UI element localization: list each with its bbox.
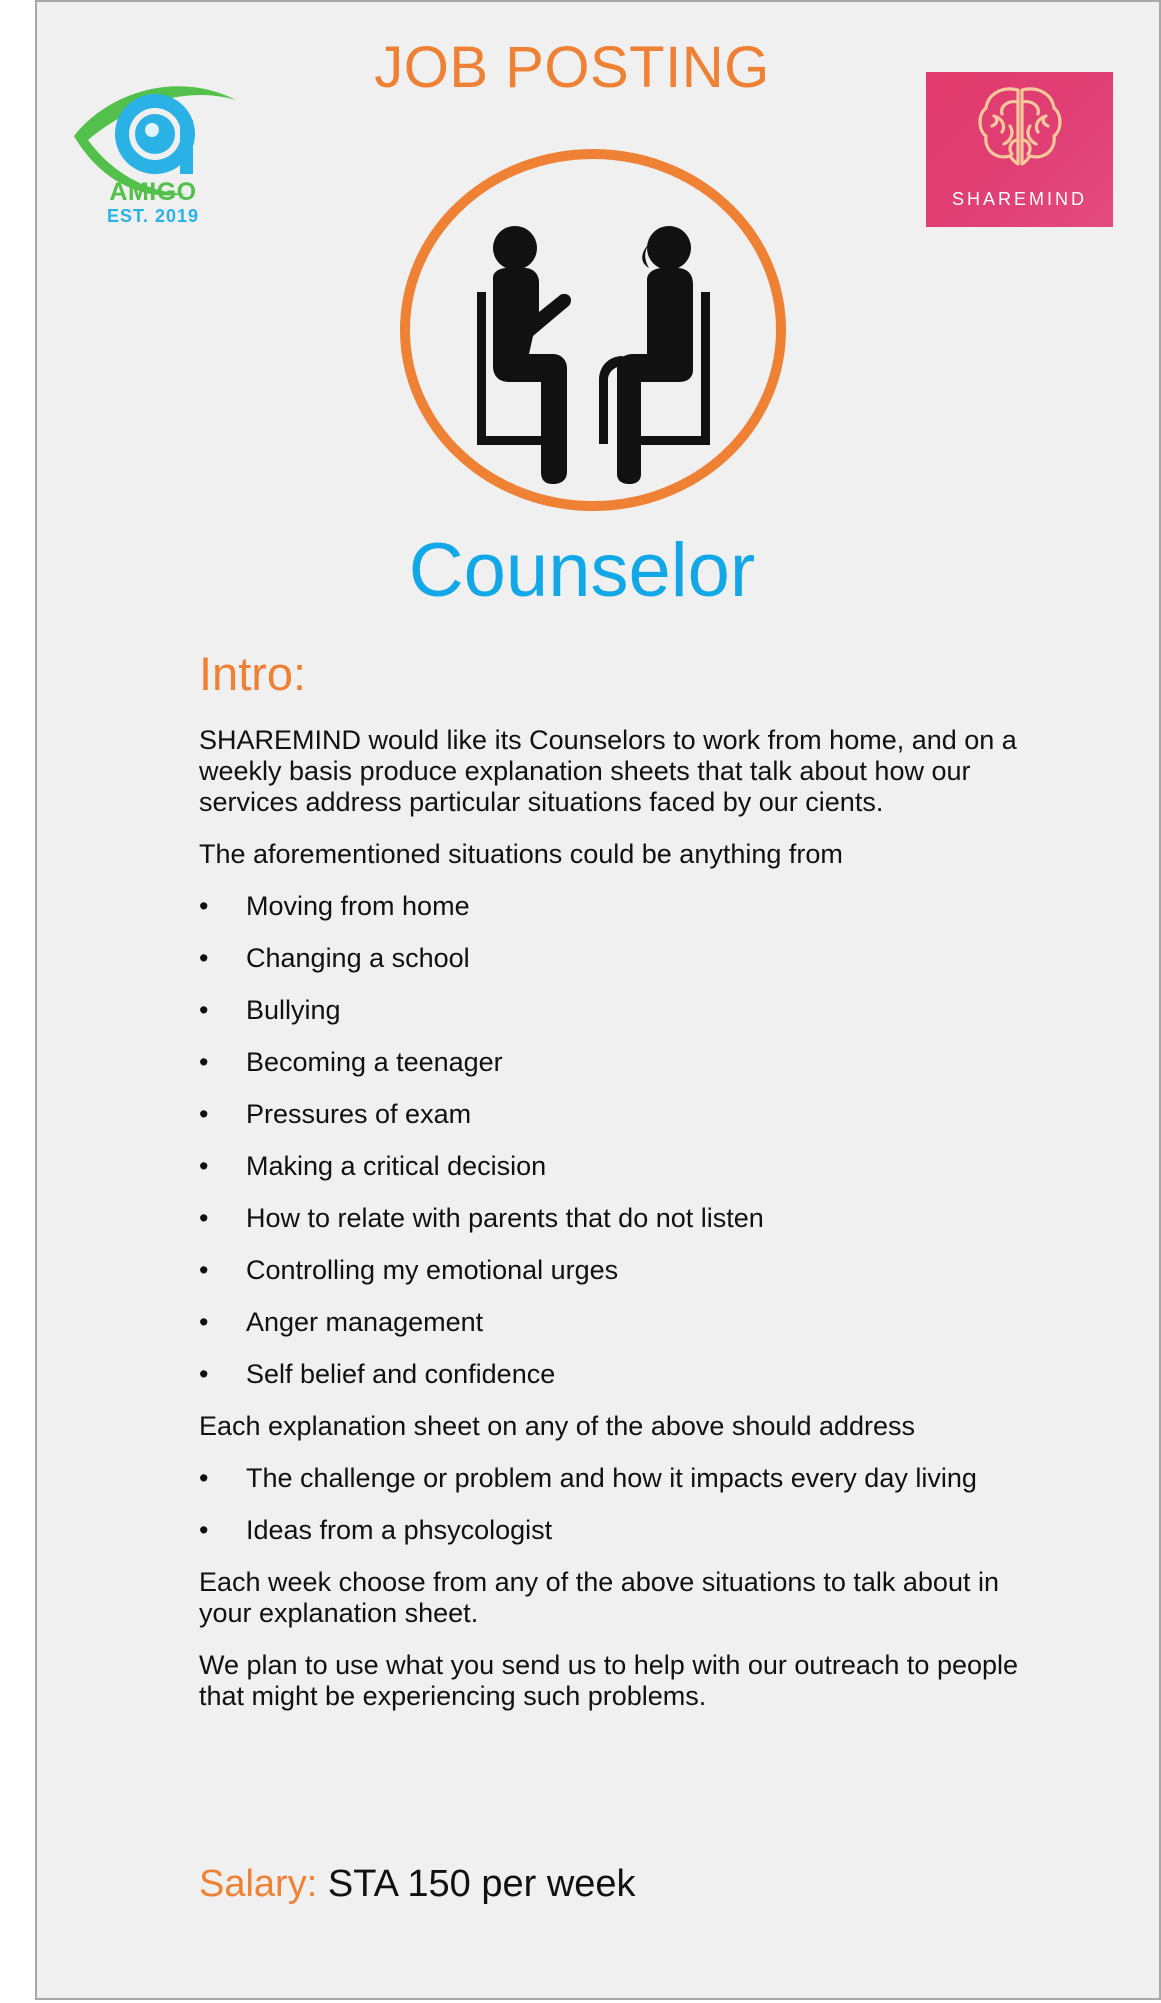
- bullet: •: [199, 1307, 209, 1337]
- list-item: [199, 1463, 1029, 1494]
- sheet-requirements-list: [199, 1463, 1029, 1546]
- outreach-paragraph: We plan to use what you send us to help with our outreach to people that might be experiencing such problems.: [199, 1650, 1019, 1711]
- page-title: JOB POSTING: [374, 35, 770, 100]
- list-item: [199, 1255, 1029, 1286]
- sharemind-logo-name: SHAREMIND: [951, 189, 1087, 209]
- bullet: •: [199, 995, 209, 1025]
- requirements-lead-paragraph: Each explanation sheet on any of the above should address: [199, 1411, 916, 1441]
- list-item-text: Self belief and confidence: [246, 1359, 556, 1389]
- list-item-text: Making a critical decision: [246, 1151, 547, 1181]
- list-item: [199, 891, 1029, 922]
- salary-line: [199, 1862, 636, 1906]
- list-item: [199, 1307, 1029, 1338]
- list-item-text: How to relate with parents that do not listen: [246, 1203, 764, 1233]
- bullet: •: [199, 1359, 209, 1389]
- counseling-session-icon: [393, 144, 793, 516]
- list-item: [199, 1099, 1029, 1130]
- list-item-text: Ideas from a phsycologist: [246, 1515, 553, 1545]
- list-item: [199, 1203, 1029, 1234]
- list-item-text: Becoming a teenager: [246, 1047, 503, 1077]
- bullet: •: [199, 1515, 209, 1545]
- list-item: [199, 995, 1029, 1026]
- amigo-logo-name: AMIGO: [109, 178, 197, 206]
- list-item: [199, 1151, 1029, 1182]
- amigo-logo-established: EST. 2019: [106, 206, 200, 226]
- sharemind-logo: [926, 72, 1113, 227]
- bullet: •: [199, 891, 209, 921]
- list-item-text: Pressures of exam: [246, 1099, 472, 1129]
- bullet: •: [199, 1151, 209, 1181]
- intro-heading: Intro:: [199, 647, 307, 700]
- list-item: [199, 1515, 1029, 1546]
- brain-icon: [972, 80, 1068, 176]
- salary-label: Salary:: [199, 1863, 318, 1905]
- bullet: •: [199, 1463, 209, 1493]
- intro-paragraph: SHAREMIND would like its Counselors to work from home, and on a weekly basis produce explanation sheets that talk about how our services address particular situations faced by our cients.: [199, 725, 1017, 817]
- situations-list: [199, 891, 1029, 1390]
- list-item-text: Anger management: [246, 1307, 484, 1337]
- bullet: •: [199, 1099, 209, 1129]
- job-posting-page: [35, 0, 1161, 2000]
- list-item: [199, 1047, 1029, 1078]
- job-description: [199, 647, 1029, 1733]
- bullet: •: [199, 1047, 209, 1077]
- list-item: [199, 943, 1029, 974]
- list-item-text: Moving from home: [246, 891, 470, 921]
- weekly-choice-paragraph: Each week choose from any of the above situations to talk about in your explanation sheet.: [199, 1567, 999, 1628]
- bullet: •: [199, 1203, 209, 1233]
- list-item-text: Changing a school: [246, 943, 470, 973]
- list-item-text: Controlling my emotional urges: [246, 1255, 619, 1285]
- salary-value: STA 150 per week: [327, 1863, 636, 1905]
- situations-lead-paragraph: The aforementioned situations could be anything from: [199, 839, 843, 869]
- bullet: •: [199, 943, 209, 973]
- bullet: •: [199, 1255, 209, 1285]
- list-item-text: Bullying: [246, 995, 341, 1025]
- job-title: Counselor: [408, 528, 756, 613]
- list-item-text: The challenge or problem and how it impacts every day living: [246, 1463, 977, 1493]
- list-item: [199, 1359, 1029, 1390]
